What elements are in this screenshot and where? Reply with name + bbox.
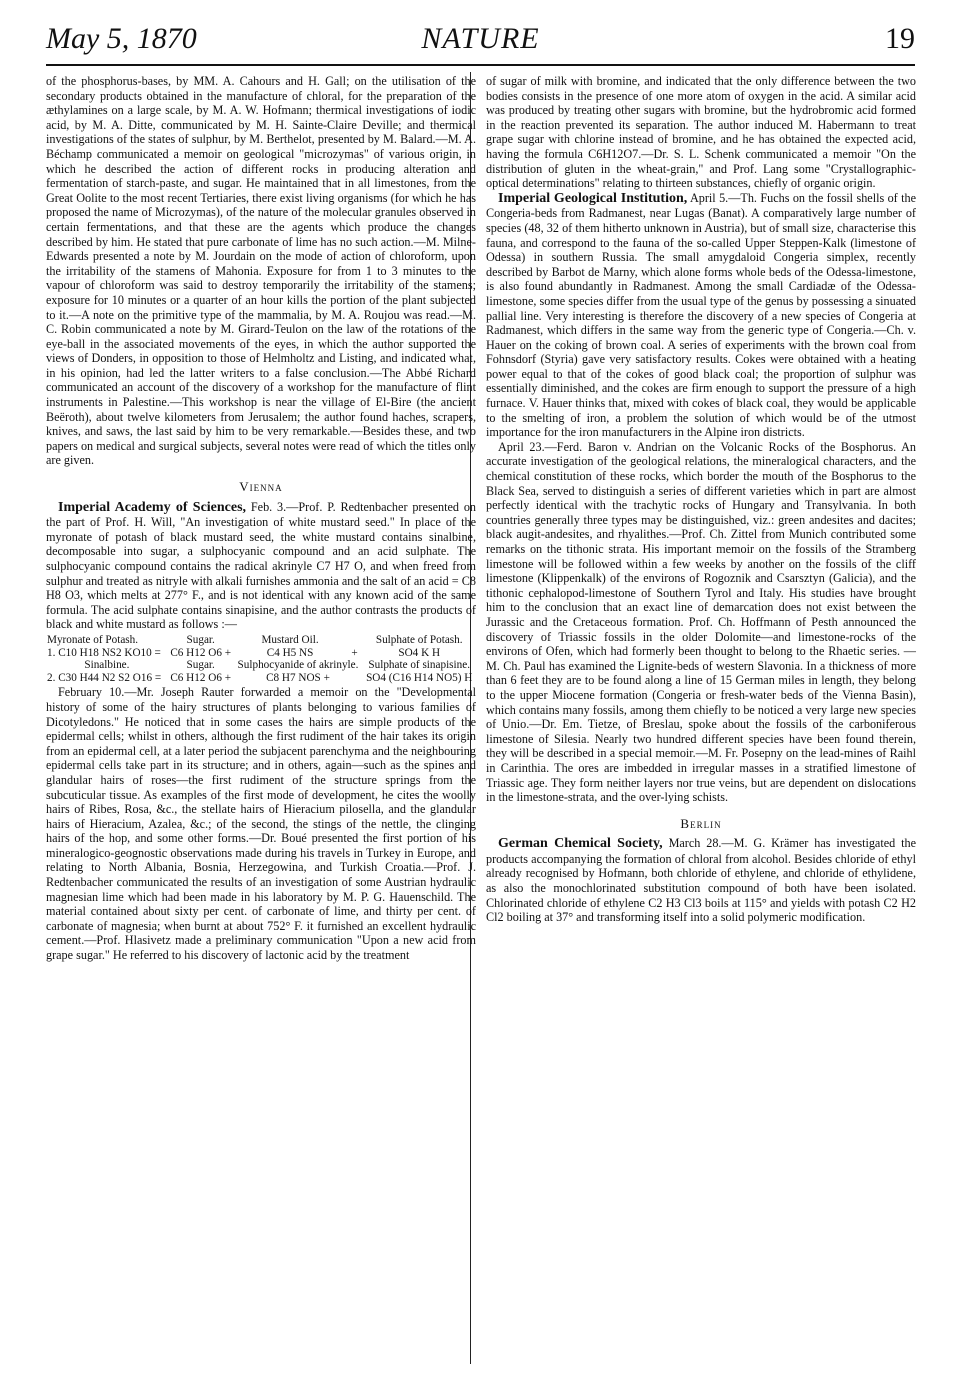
society-name: Imperial Academy of Sciences,: [58, 499, 247, 515]
paragraph-text: Feb. 3.—Prof. P. Redtenbacher presented on the part of Prof. H. Will, "An investigation of white mustard seed." In place of the myronate of potash of black mustard seed, the white mustard contains sinalbine, decomposable into sugar, a sulphocyanic compound and an acid sulphate. The sulphocyanic compound contains the radical akrinyle C7 H7 O, and when freed from sulphur and treated as nitryle with alkali furnishes ammonia and the salt of an acid = C8 H8 O3, which melts at 277° F., and is not identical with any known acid of the same formula. The acid sulphate contains sinapisine, and the author contrasts the products of black and white mustard as follows :—: [46, 499, 477, 632]
formula-header-row: [46, 659, 476, 672]
paragraph: [486, 191, 916, 440]
header-rule: [46, 64, 915, 66]
society-name: Imperial Geological Institution,: [498, 190, 688, 206]
formula-table: [46, 634, 476, 684]
paragraph: April 23.—Ferd. Baron v. Andrian on the Volcanic Rocks of the Bosphorus. An accurate investigation of the geological relations, the mineralogical characters, and the chemical constitution of these rocks, which border the mouth of the Bosphorus to the Black Sea, served to distinguish a series of different varieties which in part are almost perfectly identical with the trachytic rocks of Hungary and Transylvania. In both countries generally three types may be distinguished, viz.: green andesites and dacites; black augit-andesites, and rhyalithes.—Prof. Ch. Zittel from Munich contributed some remarks on the tithonic strata. His important memoir on the fossils of the Stramberg limestone will be followed within a few weeks by another on the fossils of the cliff limestone (Klippenkalk) of the environs of Rogoznik and Csarsztyn (Galicia), and the tithonic cephalopod-limestone of Southern Tyrol and Italy. His studies have brought him to the conclusion that an exact line of demarcation does not exist between the Jurassic and the Cretaceous formation. Prof. Ch. Hoffmann of Pesth announced the discovery of Triassic fossils in the older Dolomite—and limestone-rocks of the environs of Ofen, which had formerly been thought to belong to the Rhaetic series. — M. Ch. Paul has examined the Lignite-beds of western Slavonia. In a thickness of more than 6 feet they are to be found along a line of 15 German miles in length, they belong to the upper Miocene formation (Congeria or fresh-water beds of the Vienna Basin), which contains many fossils, among them chiefly to be noticed a very large new species of Unio.—Dr. Em. Tietze, of Breslau, spoke about the fossils of the carboniferous limestone of Silesia. Nearly two hundred different species have been found therein, they will be described in a special memoir.—M. Fr. Posepny on the lead-mines of Raihl in Carinthia. The ores are imbedded in irregular masses in a stratified limestone of Triassic age. They form neither layers nor true veins, but are dependent on dislocations in the limestone-strata, and the over-lying schists.: [486, 439, 916, 805]
paragraph: [486, 836, 916, 925]
page-number: 19: [885, 22, 915, 55]
formula-head-cell: Sinalbine.: [84, 659, 130, 672]
formula-row: [46, 672, 476, 685]
formula-row: [46, 647, 476, 660]
formula-head-cell: Sulphate of Potash.: [375, 633, 463, 646]
formula-head-cell: Sulphocyanide of akrinyle.: [237, 659, 359, 672]
paragraph-text: March 28.—M. G. Krämer has investigated the products accompanying the formation of chloral from alcohol. Besides chloride of ethyl already recognised by Hofmann, both chloride of ethylene, and chloride of ethylidene, as also the monochlorinated substitution compound of both have been isolated. Chlorinated chloride of ethylene C2 H3 Cl3 boils at 115° and yields with potash C2 H2 Cl2 boiling at 37° and transforming itself into a solid polymeric modification.: [486, 836, 916, 925]
paragraph: of the phosphorus-bases, by MM. A. Cahours and H. Gall; on the utilisation of the secondary products obtained in the manufacture of chloral, for the preparation of the æthylamines on a large scale, by M. A. W. Hofmann; thermical investigations of iodic acid, by M. A. Ditte, communicated by M. H. Sainte-Claire Deville; and thermical investigations of the states of sulphur, by M. Berthelot, presented by M. Balard.—M. A. Béchamp communicated a memoir on geological "microzymas" of various origin, in which he described the action of different rocks in producing alteration and fermentation of starch-paste, and sugar. He maintained that in all limestones, from the Great Oolite to the most recent Tertiaries, there exist living organisms (for which he has proposed the name of Microzymas), of the nature of the molecular granules observed in certain fermentations, and that these are the agents which produce the changes described by him. He stated that pure carbonate of lime has no such action.—M. Milne-Edwards presented a note by M. Jourdain on the mode of action of chloroform, upon the irritability of the stamens of Mahonia. Exposure for from 1 to 3 minutes to the vapour of chloroform was said to destroy temporarily the irritability of the stamens; exposure for 10 minutes or a quarter of an hour kills the portion of the plant subjected to it.—A note on the primitive type of the mammalia, by M. A. Roujou was read.—M. C. Robin communicated a note by M. Girard-Teulon on the law of the rotations of the eye-ball in the associated movements of the eyes, in which the author supported the views of Donders, in opposition to those of Helmholtz and Listing, and indicated what, in his opinion, had led the latter writers to a false conclusion.—The Abbé Richard communicated an account of the discovery of a workshop for the manufacture of flint instruments in Palestine.—This workshop is near the village of El-Bire (the ancient Beëroth), about twelve kilometers from Jerusalem; the author found haches, scrapers, knives, and saws, the last said by him to be very remarkable.—Besides these, and two papers on medical and surgical subjects, several notes were read of which the titles only are given.: [46, 74, 476, 468]
formula-cell: SO4 (C16 H14 NO5) H: [366, 671, 473, 684]
society-name: German Chemical Society,: [498, 836, 663, 852]
paragraph: February 10.—Mr. Joseph Rauter forwarded a memoir on the "Developmental history of some of the hairy structures of plants belonging to various families of Dicotyledons." He noticed that in some cases the hairs are simple products of the epidermal cells; whilst in others, although the first rudiment of the hair takes its origin from an epidermal cell, at a later period the subjacent parenchyma and the neighbouring epidermal cells take part in its structure; and in others, again—such as the spines and glandular hairs of roses—the first rudiment of the structure springs from the subcuticular tissue. As examples of the first mode of development, he cites the woolly hairs of Ribes, Rosa, &c., the stellate hairs of Hieracium pilosella, and the glandular hairs of Hieracium, Azalea, &c.; of the second, the stings of the nettle, the clinging hairs of the hop, and some other forms.—Dr. Boué presented the first portion of his mineralogico-geognostic observations made during his travels in Turkey in Europe, and relating to North Albania, Bosnia, Herzegowina, and Turkish Croatia.—Prof. J. Redtenbacher communicated the results of an investigation of some Austrian hydraulic magnesian lime which had been made in his laboratory by M. P. G. Hauenschild. The material contained about sixty per cent. of carbonate of lime, and thirty per cent. of carbonate of magnesia; when burnt at about 752° F. it furnished an excellent hydraulic cement.—Prof. Hlasivetz made a preliminary communication "Upon a new acid from grape sugar." He referred to his discovery of lactonic acid by the treatment: [46, 685, 476, 963]
formula-cell: 2. C30 H44 N2 S2 O16 =: [47, 671, 162, 684]
formula-cell: SO4 K H: [398, 646, 441, 659]
formula-head-cell: Mustard Oil.: [261, 633, 319, 646]
formula-cell: C6 H12 O6 +: [170, 646, 232, 659]
journal-title: NATURE: [421, 22, 540, 55]
formula-header-row: [46, 634, 476, 647]
section-heading-berlin: Berlin: [680, 815, 722, 831]
formula-cell: C6 H12 O6 +: [170, 671, 232, 684]
formula-head-cell: Sugar.: [186, 633, 215, 646]
paragraph-text: April 5.—Th. Fuchs on the fossil shells of the Congeria-beds from Radmanest, near Lugas (Banat). A comparatively large number of species (48, 32 of them hitherto unknown in Austria), but of small size, characterise this fauna, and correspond to the fauna of the so-called Upper Steppen-Kalk (limestone of Odessa) in southern Russia. The small amygdaloid Congeria simplex, recently described by Barbot de Marny, which alone forms whole beds of the Odessa-limestone, is also found abundantly in Radmanest. Among the small Cardiadæ of the Odessa-limestone, some species differ from the usual type of the genus by possessing a sinuated pallial line. Very interesting is therefore the discovery of a new species of Congeria at Radmanest, which differs in the same way from the generic type of Congeria.—Ch. v. Hauer on the coking of brown coal. A series of experiments with the brown coal from Fohnsdorf (Styria) gave very satisfactory results. Cokes were obtained with a heating power equal to that of the cokes of good black coal; the proportion of sulphur was essentially diminished, and the cokes are firm enough to support the pressure of a high furnace. V. Hauer thinks that, mixed with cokes of black coal, they would be applicable to the smelting of iron, a problem the solution of which would be of the utmost importance for the iron manufacturers in the Alpine iron districts.: [486, 190, 916, 440]
formula-cell: C8 H7 NOS +: [266, 671, 330, 684]
formula-head-cell: Myronate of Potash.: [47, 633, 139, 646]
left-column: [46, 74, 476, 963]
formula-head-cell: Sugar.: [186, 659, 215, 672]
right-column: [486, 74, 916, 925]
section-heading-vienna: Vienna: [239, 479, 283, 495]
formula-cell: 1. C10 H18 NS2 KO10 =: [47, 646, 161, 659]
formula-cell: +: [351, 646, 358, 659]
paragraph: of sugar of milk with bromine, and indicated that the only difference between the two bodies consists in the presence of one more atom of oxygen in the acid. A similar acid was produced by treating other sugars with bromine, but the hydrobromic acid formed in the reaction prevented its separation. The author induced M. Habermann to treat grape sugar with chlorine instead of bromine, and he has obtained the expected acid, having the formula C6H12O7.—Dr. S. L. Schenk communicated a memoir "On the distribution of gluten in the wheat-grain," and Prof. Lang some "Crystallographic-optical determinations" relating to thirteen substances, chiefly of organic origin.: [486, 74, 916, 191]
page-header: [46, 20, 915, 66]
formula-head-cell: Sulphate of sinapisine.: [368, 659, 470, 672]
issue-date: May 5, 1870: [46, 22, 197, 55]
formula-cell: C4 H5 NS: [266, 646, 314, 659]
paragraph: [46, 500, 476, 632]
